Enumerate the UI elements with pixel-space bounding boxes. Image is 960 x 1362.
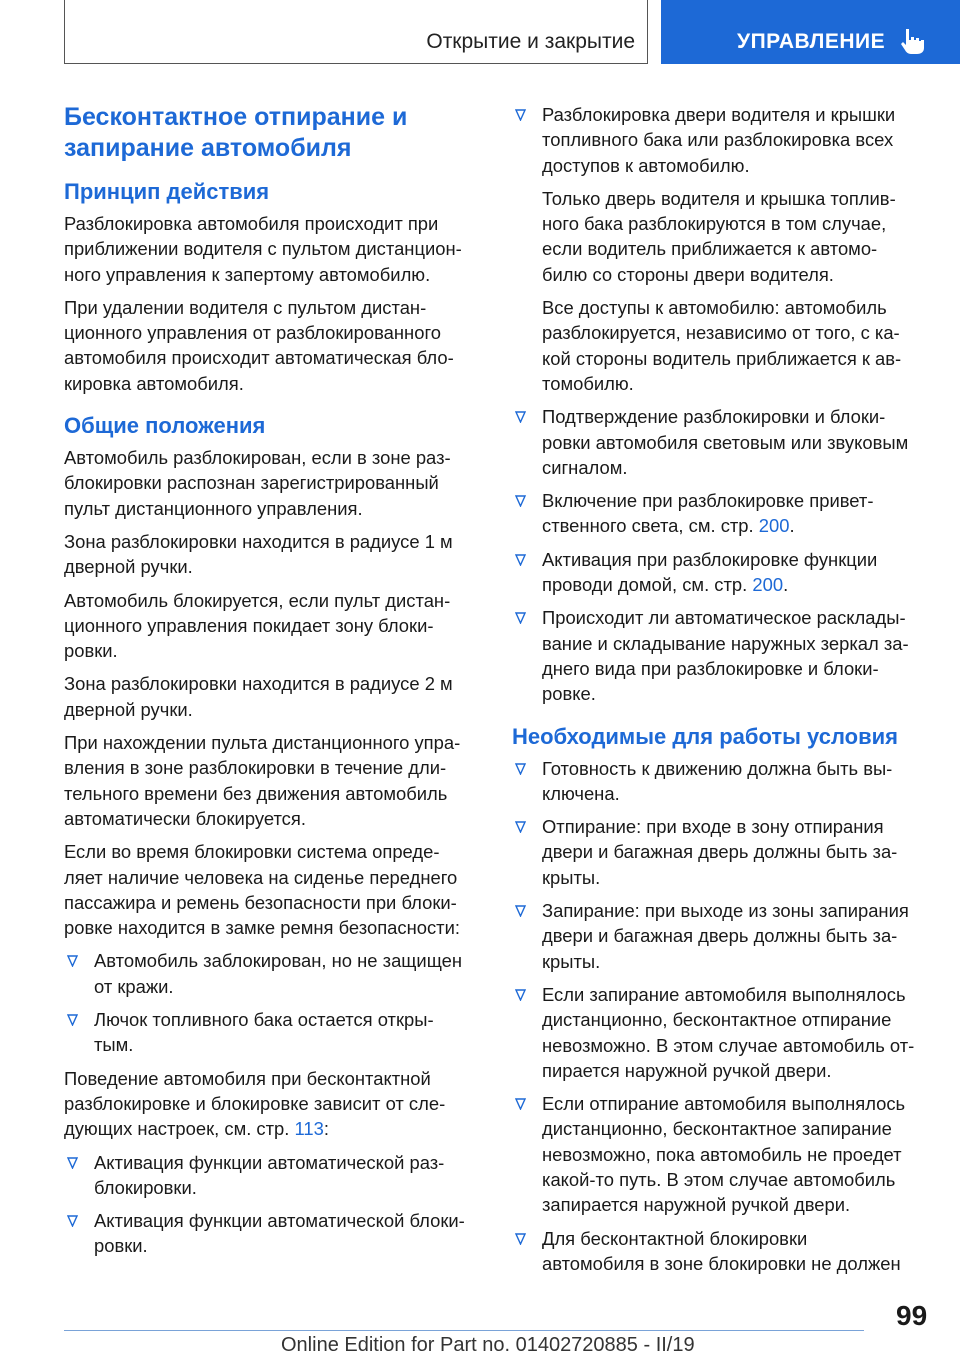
list-item: Для бесконтактной блокировки автомобиля в зоне блокировки не должен (512, 1226, 932, 1277)
triangle-bullet-icon (515, 612, 526, 624)
paragraph: Поведение автомобиля при бесконтактной разблокировке и блокировке зависит от сле- дующих настроек, см. стр. 113: (64, 1067, 446, 1140)
triangle-bullet-icon (67, 1157, 78, 1169)
left-column (64, 102, 478, 1267)
triangle-bullet-icon (515, 905, 526, 917)
list-item: Отпирание: при входе в зону отпирания двери и багажная дверь должны быть за- крыты. (512, 814, 932, 890)
triangle-bullet-icon (515, 1233, 526, 1245)
heading-principle: Принцип действия (64, 179, 270, 204)
list-item: Происходит ли автоматическое расклады- вание и складывание наружных зеркал за- днего вида при разблокировке и блоки- ровке. (512, 605, 932, 706)
list-item: Разблокировка двери водителя и крышки топливного бака или разблокировка всех доступов к автомобилю. (512, 102, 932, 178)
triangle-bullet-icon (515, 821, 526, 833)
page-title: Бесконтактное отпирание и запирание автомобиля (64, 103, 408, 162)
list-item: Включение при разблокировке привет- ственного света, см. стр. 200. (512, 488, 932, 539)
heading-conditions: Необходимые для работы условия (512, 723, 898, 749)
page-link[interactable]: 200 (752, 574, 784, 596)
list-item: Если запирание автомобиля выполнялось дистанционно, бесконтактное отпирание невозможно. В этом случае автомобиль от- пирается наружной ручкой двери. (512, 982, 932, 1083)
list-item: Лючок топливного бака остается откры- тым. (64, 1007, 478, 1058)
triangle-bullet-icon (515, 554, 526, 566)
paragraph: При нахождении пульта дистанционного упра- вления в зоне разблокировки в течение дли- тельного времени без движения автомобиль автоматически блокируется. (64, 732, 461, 829)
right-column (512, 102, 932, 1284)
triangle-bullet-icon (515, 989, 526, 1001)
triangle-bullet-icon (515, 1098, 526, 1110)
list-item: Если отпирание автомобиля выполнялось дистанционно, бесконтактное запирание невозможно, пока автомобиль не проедет какой-то путь. В этом случае автомобиль запирается наружной ручкой двери. (512, 1091, 932, 1217)
list-item: Активация функции автоматической раз- блокировки. (64, 1150, 478, 1201)
sub-paragraph: Только дверь водителя и крышка топлив- ного бака разблокируются в том случае, если водитель приближается к автомо- билю со стороны двери водителя. (542, 187, 896, 285)
footer-edition: Online Edition for Part no. 01402720885 - II/19 (281, 1334, 695, 1356)
list-item: Подтверждение разблокировки и блоки- ровки автомобиля световым или звуковым сигналом. (512, 404, 932, 480)
header-tab[interactable] (661, 0, 960, 64)
footer-divider (64, 1330, 864, 1331)
triangle-bullet-icon (515, 411, 526, 423)
triangle-bullet-icon (515, 495, 526, 507)
paragraph: При удалении водителя с пультом дистан- ционного управления от разблокированного автомобиля происходит автоматическая бло- кировка автомобиля. (64, 296, 454, 394)
triangle-bullet-icon (515, 109, 526, 121)
paragraph: Если во время блокировки система опреде- ляет наличие человека на сиденье переднего пассажира и ремень безопасности при блоки- ровке находится в замке ремня безопасности: (64, 841, 460, 939)
header-section-title: Открытие и закрытие (426, 30, 635, 53)
triangle-bullet-icon (515, 763, 526, 775)
page-link[interactable]: 113 (294, 1118, 324, 1140)
heading-general: Общие положения (64, 413, 266, 439)
pointing-hand-icon (897, 26, 927, 56)
triangle-bullet-icon (67, 955, 78, 967)
paragraph: Разблокировка автомобиля происходит при приближении водителя с пультом дистанцион- ного управления к запертому автомобилю. (64, 213, 462, 285)
header-section-box (64, 0, 648, 64)
list-item: Активация при разблокировке функции проводи домой, см. стр. 200. (512, 547, 932, 598)
paragraph: Автомобиль разблокирован, если в зоне раз- блокировки распознан зарегистрированный пульт дистанционного управления. (64, 447, 451, 519)
header-tab-label: УПРАВЛЕНИЕ (737, 30, 886, 53)
list-item: Запирание: при выходе из зоны запирания двери и багажная дверь должны быть за- крыты. (512, 898, 932, 974)
page-number: 99 (896, 1300, 928, 1331)
sub-paragraph: Все доступы к автомобилю: автомобиль разблокируется, независимо от того, с ка- кой стороны водитель приближается к ав- томобилю. (542, 297, 902, 394)
paragraph: Зона разблокировки находится в радиусе 2 м дверной ручки. (64, 673, 453, 720)
list-item: Готовность к движению должна быть вы- ключена. (512, 756, 932, 807)
page-link[interactable]: 200 (758, 515, 790, 537)
triangle-bullet-icon (67, 1014, 78, 1026)
paragraph: Зона разблокировки находится в радиусе 1 м дверной ручки. (64, 530, 453, 578)
list-item: Автомобиль заблокирован, но не защищен от кражи. (64, 948, 478, 999)
paragraph: Автомобиль блокируется, если пульт дистан- ционного управления покидает зону блоки- ровки. (64, 589, 451, 662)
triangle-bullet-icon (67, 1215, 78, 1227)
list-item: Активация функции автоматической блоки- ровки. (64, 1208, 478, 1259)
